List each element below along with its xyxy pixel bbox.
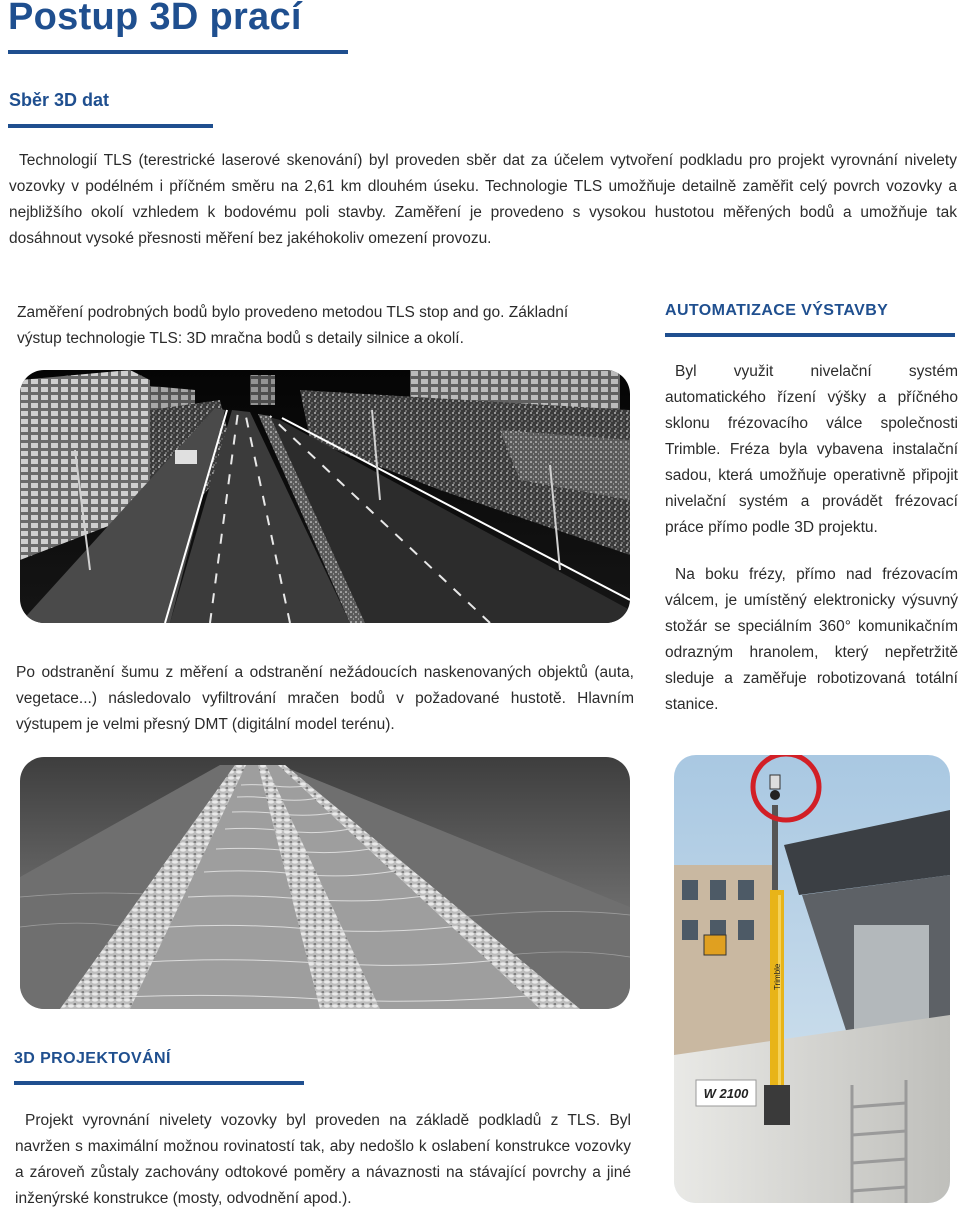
intro-paragraph: Technologií TLS (terestrické laserové skenování) byl proveden sběr dat za účelem vytvoření podkladu pro projekt vyrovnání nivelety vozovky v podélném i příčném směru na 2,61 km dlouhém úseku. Technologie TLS umožňuje detailně zaměřit celý povrch vozovky a nejbližšího okolí vzhledem k bodovému poli stavby. Zaměření je provedeno s vysokou hustotou měřených bodů a umožňuje tak dosáhnout vysoké přesnosti měření bez jakéhokoliv omezení provozu. (9, 152, 957, 247)
automation-paragraph-2: Na boku frézy, přímo nad frézovacím válcem, je umístěný elektronicky výsuvný stožár se speciálním 360° komunikačním odrazným hranolem, který nepřetržitě sleduje a zaměřuje robotizovaná totální stanice. (665, 566, 958, 713)
section-heading-underline (665, 333, 955, 337)
section-heading-underline (14, 1081, 304, 1085)
automation-paragraph-1: Byl využit nivelační systém automatického řízení výšky a příčného sklonu frézovacího válce společnosti Trimble. Fréza byla vybavena instalační sadou, která umožňuje operativně připojit nivelační systém a provádět frézovací práce přímo podle 3D projektu. (665, 363, 958, 536)
page-title: Postup 3D prací (8, 0, 302, 38)
milling-machine-photo (674, 755, 950, 1203)
terrain-model-image (20, 757, 630, 1009)
design-paragraph: Projekt vyrovnání nivelety vozovky byl proveden na základě podkladů z TLS. Byl navržen s maximální možnou rovinatostí tak, aby nedošlo k oslabení konstrukce vozovky a zároveň zůstaly zachovány odtokové poměry a návaznosti na stávající povrchy a jiné inženýrské konstrukce (mosty, odvodnění apod.). (15, 1112, 631, 1207)
section-heading-design: 3D PROJEKTOVÁNÍ (14, 1050, 171, 1067)
mast-brand-label: Trimble (773, 963, 782, 990)
section-heading-collection: Sběr 3D dat (9, 90, 110, 110)
section-heading-automation: AUTOMATIZACE VÝSTAVBY (665, 302, 889, 319)
section-heading-underline (8, 124, 213, 128)
title-underline (8, 50, 348, 54)
point-cloud-image (20, 370, 630, 623)
machine-model-label: W 2100 (703, 1086, 749, 1101)
dmt-caption: Po odstranění šumu z měření a odstranění nežádoucích naskenovaných objektů (auta, vegetace...) následovalo vyfiltrování mračen bodů v požadované hustotě. Hlavním výstupem je velmi přesný DMT (digitální model terénu). (16, 664, 634, 733)
point-cloud-caption: Zaměření podrobných bodů bylo provedeno metodou TLS stop and go. Základní výstup technologie TLS: 3D mračna bodů s detaily silnice a okolí. (17, 304, 569, 347)
